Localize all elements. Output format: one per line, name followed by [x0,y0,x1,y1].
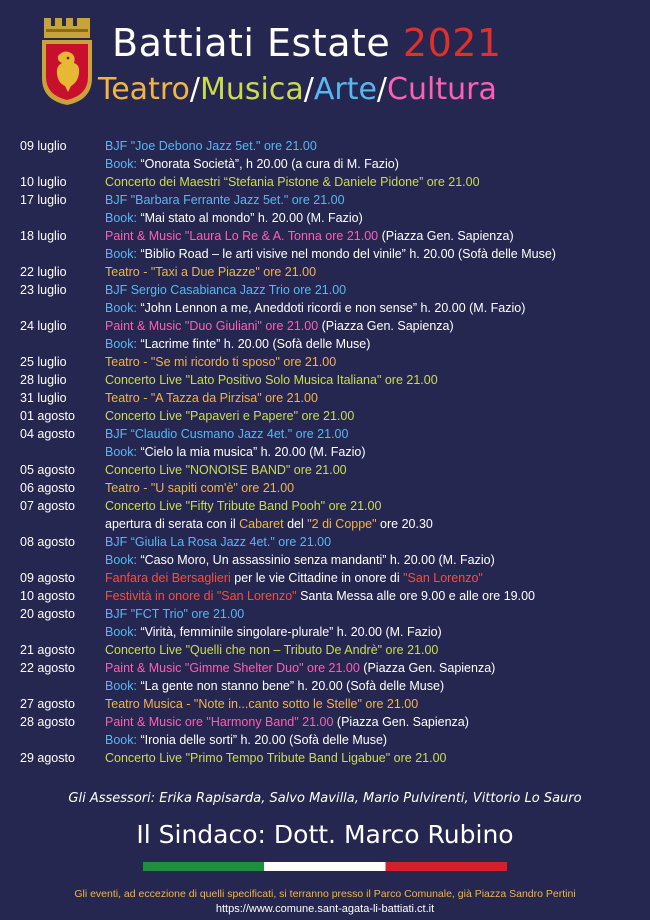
event-text: Fanfara dei Bersaglieri [105,571,231,585]
schedule-row [0,533,650,551]
poster-subtitle [98,70,497,110]
event-text: "San Lorenzo" [403,571,483,585]
book-label: Book: [105,553,137,567]
schedule-row [0,191,650,209]
schedule-row [0,173,650,191]
event-date: 06 agosto [20,481,75,495]
event-text: BJF “Claudio Cusmano Jazz 4et." ore 21.00 [105,427,349,441]
event-description [105,479,294,497]
event-description [105,641,438,659]
event-text: Concerto Live "Fifty Tribute Band Pooh" ore 21.00 [105,499,382,513]
event-text: Teatro Musica - "Note in...canto sotto le Stelle" ore 21.00 [105,697,419,711]
schedule-row [0,641,650,659]
title-text: Battiati Estate [112,21,403,65]
schedule-row [0,497,650,515]
title-year: 2021 [402,21,502,65]
event-date: 27 agosto [20,697,75,711]
event-description [105,443,366,461]
event-date: 18 luglio [20,229,67,243]
event-description [105,245,556,263]
schedule-row [0,371,650,389]
event-date: 10 agosto [20,589,75,603]
schedule-row [0,677,650,695]
event-text: “Biblio Road – le arti visive nel mondo del vinile” h. 20.00 (Sofà delle Muse) [136,247,556,261]
event-text: “Ironia delle sorti” h. 20.00 (Sofà delle Muse) [136,733,388,747]
schedule-row [0,443,650,461]
schedule-row [0,299,650,317]
event-text: Concerto Live "Primo Tempo Tribute Band Ligabue" ore 21.00 [105,751,447,765]
event-date: 24 luglio [20,319,67,333]
book-label: Book: [105,625,137,639]
event-description [105,227,514,245]
event-date: 08 agosto [20,535,75,549]
website-url[interactable]: https://www.comune.sant-agata-li-battiati.ct.it [215,903,435,915]
event-text: ore 20.30 [376,517,433,531]
event-description [105,209,363,227]
event-description [105,497,381,515]
mayor-line: Il Sindaco: Dott. Marco Rubino [136,820,514,849]
event-text: Concerto Live "Lato Positivo Solo Musica Italiana" ore 21.00 [105,373,438,387]
schedule-row [0,245,650,263]
event-description [105,515,433,533]
event-description [105,461,347,479]
event-date: 28 agosto [20,715,75,729]
event-text: BJF "Joe Debono Jazz 5et." ore 21.00 [105,139,317,153]
event-date: 23 luglio [20,283,67,297]
event-text: "2 di Coppe" [307,517,377,531]
schedule-row [0,569,650,587]
event-date: 25 luglio [20,355,67,369]
event-date: 22 luglio [20,265,67,279]
event-text: Teatro - "Se mi ricordo ti sposo" ore 21.00 [105,355,337,369]
event-date: 09 agosto [20,571,75,585]
event-date: 10 luglio [20,175,67,189]
event-date: 01 agosto [20,409,75,423]
event-description [105,137,317,155]
event-text: per le vie Cittadine in onore di [230,571,404,585]
event-text: “John Lennon a me, Aneddoti ricordi e non sense” h. 20.00 (M. Fazio) [136,301,526,315]
event-text: “Mai stato al mondo” h. 20.00 (M. Fazio) [136,211,363,225]
poster-title [112,20,502,66]
event-description [105,713,469,731]
event-text: Paint & Music ore "Harmony Band" 21.00 [105,715,334,729]
schedule-row [0,695,650,713]
venue-note: Gli eventi, ad eccezione di quelli specificati, si terranno presso il Parco Comunale, già Piazza Sandro Pertini [74,888,576,900]
subtitle-word: Cultura [387,72,497,107]
event-description [105,281,346,299]
event-text: Santa Messa alle ore 9.00 e alle ore 19.00 [296,589,535,603]
event-date: 09 luglio [20,139,67,153]
event-text: BJF "FCT Trio" ore 21.00 [105,607,245,621]
schedule-row [0,227,650,245]
schedule-row [0,425,650,443]
event-description [105,425,348,443]
event-description [105,659,495,677]
schedule-row [0,659,650,677]
event-description [105,551,495,569]
italian-flag-stripe [143,862,507,871]
event-text: Concerto Live "Quelli che non – Tributo De Andrè" ore 21.00 [105,643,439,657]
subtitle-separator: / [376,72,388,107]
coat-of-arms-icon [38,16,96,106]
schedule-row [0,209,650,227]
event-description [105,191,345,209]
event-text: (Piazza Gen. Sapienza) [359,661,496,675]
event-text: “Virità, femminile singolare-plurale” h. 20.00 (M. Fazio) [136,625,442,639]
event-description [105,155,399,173]
event-date: 31 luglio [20,391,67,405]
event-date: 04 agosto [20,427,75,441]
event-description [105,587,535,605]
schedule-row [0,479,650,497]
book-label: Book: [105,445,137,459]
book-label: Book: [105,211,137,225]
event-description [105,299,525,317]
schedule-row [0,713,650,731]
event-text: Teatro - "A Tazza da Pirzisa" ore 21.00 [105,391,318,405]
schedule-row [0,281,650,299]
subtitle-separator: / [189,72,200,107]
schedule-row [0,389,650,407]
event-text: Paint & Music "Laura Lo Re & A. Tonna ore 21.00 [105,229,379,243]
event-text: Concerto Live "Papaveri e Papere" ore 21.00 [105,409,355,423]
event-text: Teatro - "U sapiti com'è" ore 21.00 [105,481,295,495]
schedule-row [0,317,650,335]
event-description [105,335,370,353]
event-description [105,533,331,551]
event-description [105,389,318,407]
book-label: Book: [105,157,137,171]
schedule-row [0,515,650,533]
event-text: “Caso Moro, Un assassinio senza mandanti” h. 20.00 (M. Fazio) [136,553,495,567]
event-description [105,749,447,767]
schedule-row [0,353,650,371]
event-date: 07 agosto [20,499,75,513]
event-text: Concerto Live "NONOISE BAND" ore 21.00 [105,463,347,477]
event-description [105,353,336,371]
event-text: (Piazza Gen. Sapienza) [318,319,454,333]
event-text: Concerto dei Maestri “Stefania Pistone & Daniele Pidone” ore 21.00 [105,175,480,189]
event-description [105,623,442,641]
event-text: (Piazza Gen. Sapienza) [333,715,469,729]
schedule-row [0,551,650,569]
subtitle-word: Arte [313,72,377,107]
book-label: Book: [105,247,137,261]
schedule-row [0,731,650,749]
book-label: Book: [105,301,137,315]
schedule-row [0,407,650,425]
assessori-line: Gli Assessori: Erika Rapisarda, Salvo Mavilla, Mario Pulvirenti, Vittorio Lo Sauro [68,791,582,806]
schedule-row [0,587,650,605]
event-date: 05 agosto [20,463,75,477]
event-text: “La gente non stanno bene” h. 20.00 (Sofà delle Muse) [136,679,445,693]
event-text: “Cielo la mia musica” h. 20.00 (M. Fazio) [136,445,366,459]
schedule-row [0,749,650,767]
subtitle-word: Musica [199,72,304,107]
event-text: apertura di serata con il [105,517,240,531]
schedule-row [0,137,650,155]
event-text: (Piazza Gen. Sapienza) [378,229,514,243]
event-date: 28 luglio [20,373,67,387]
event-text: Teatro - "Taxi a Due Piazze" ore 21.00 [105,265,317,279]
schedule-row [0,461,650,479]
event-date: 20 agosto [20,607,75,621]
event-description [105,695,418,713]
book-label: Book: [105,679,137,693]
event-text: BJF Sergio Casabianca Jazz Trio ore 21.00 [105,283,347,297]
event-text: “Onorata Società”, h 20.00 (a cura di M. Fazio) [136,157,399,171]
event-text: Festività in onore di "San Lorenzo" [105,589,297,603]
event-date: 21 agosto [20,643,75,657]
schedule-row [0,623,650,641]
event-description [105,317,454,335]
event-description [105,731,387,749]
event-description [105,605,244,623]
event-text: Paint & Music "Duo Giuliani" ore 21.00 [105,319,319,333]
event-description [105,371,438,389]
book-label: Book: [105,733,137,747]
event-description [105,407,354,425]
event-description [105,263,316,281]
schedule-row [0,155,650,173]
event-text: BJF “Giulia La Rosa Jazz 4et." ore 21.00 [105,535,332,549]
schedule-row [0,335,650,353]
event-schedule [0,137,650,767]
subtitle-separator: / [303,72,314,107]
schedule-row [0,605,650,623]
schedule-row [0,263,650,281]
event-description [105,677,444,695]
event-text: BJF "Barbara Ferrante Jazz 5et." ore 21.00 [105,193,345,207]
event-description [105,569,483,587]
event-text: Cabaret [239,517,284,531]
event-date: 29 agosto [20,751,75,765]
event-date: 22 agosto [20,661,75,675]
event-text: “Lacrime finte” h. 20.00 (Sofà delle Muse) [136,337,371,351]
event-text: Paint & Music "Gimme Shelter Duo" ore 21.00 [105,661,360,675]
event-description [105,173,480,191]
subtitle-word: Teatro [98,72,190,107]
event-text: del [283,517,308,531]
event-date: 17 luglio [20,193,67,207]
book-label: Book: [105,337,137,351]
